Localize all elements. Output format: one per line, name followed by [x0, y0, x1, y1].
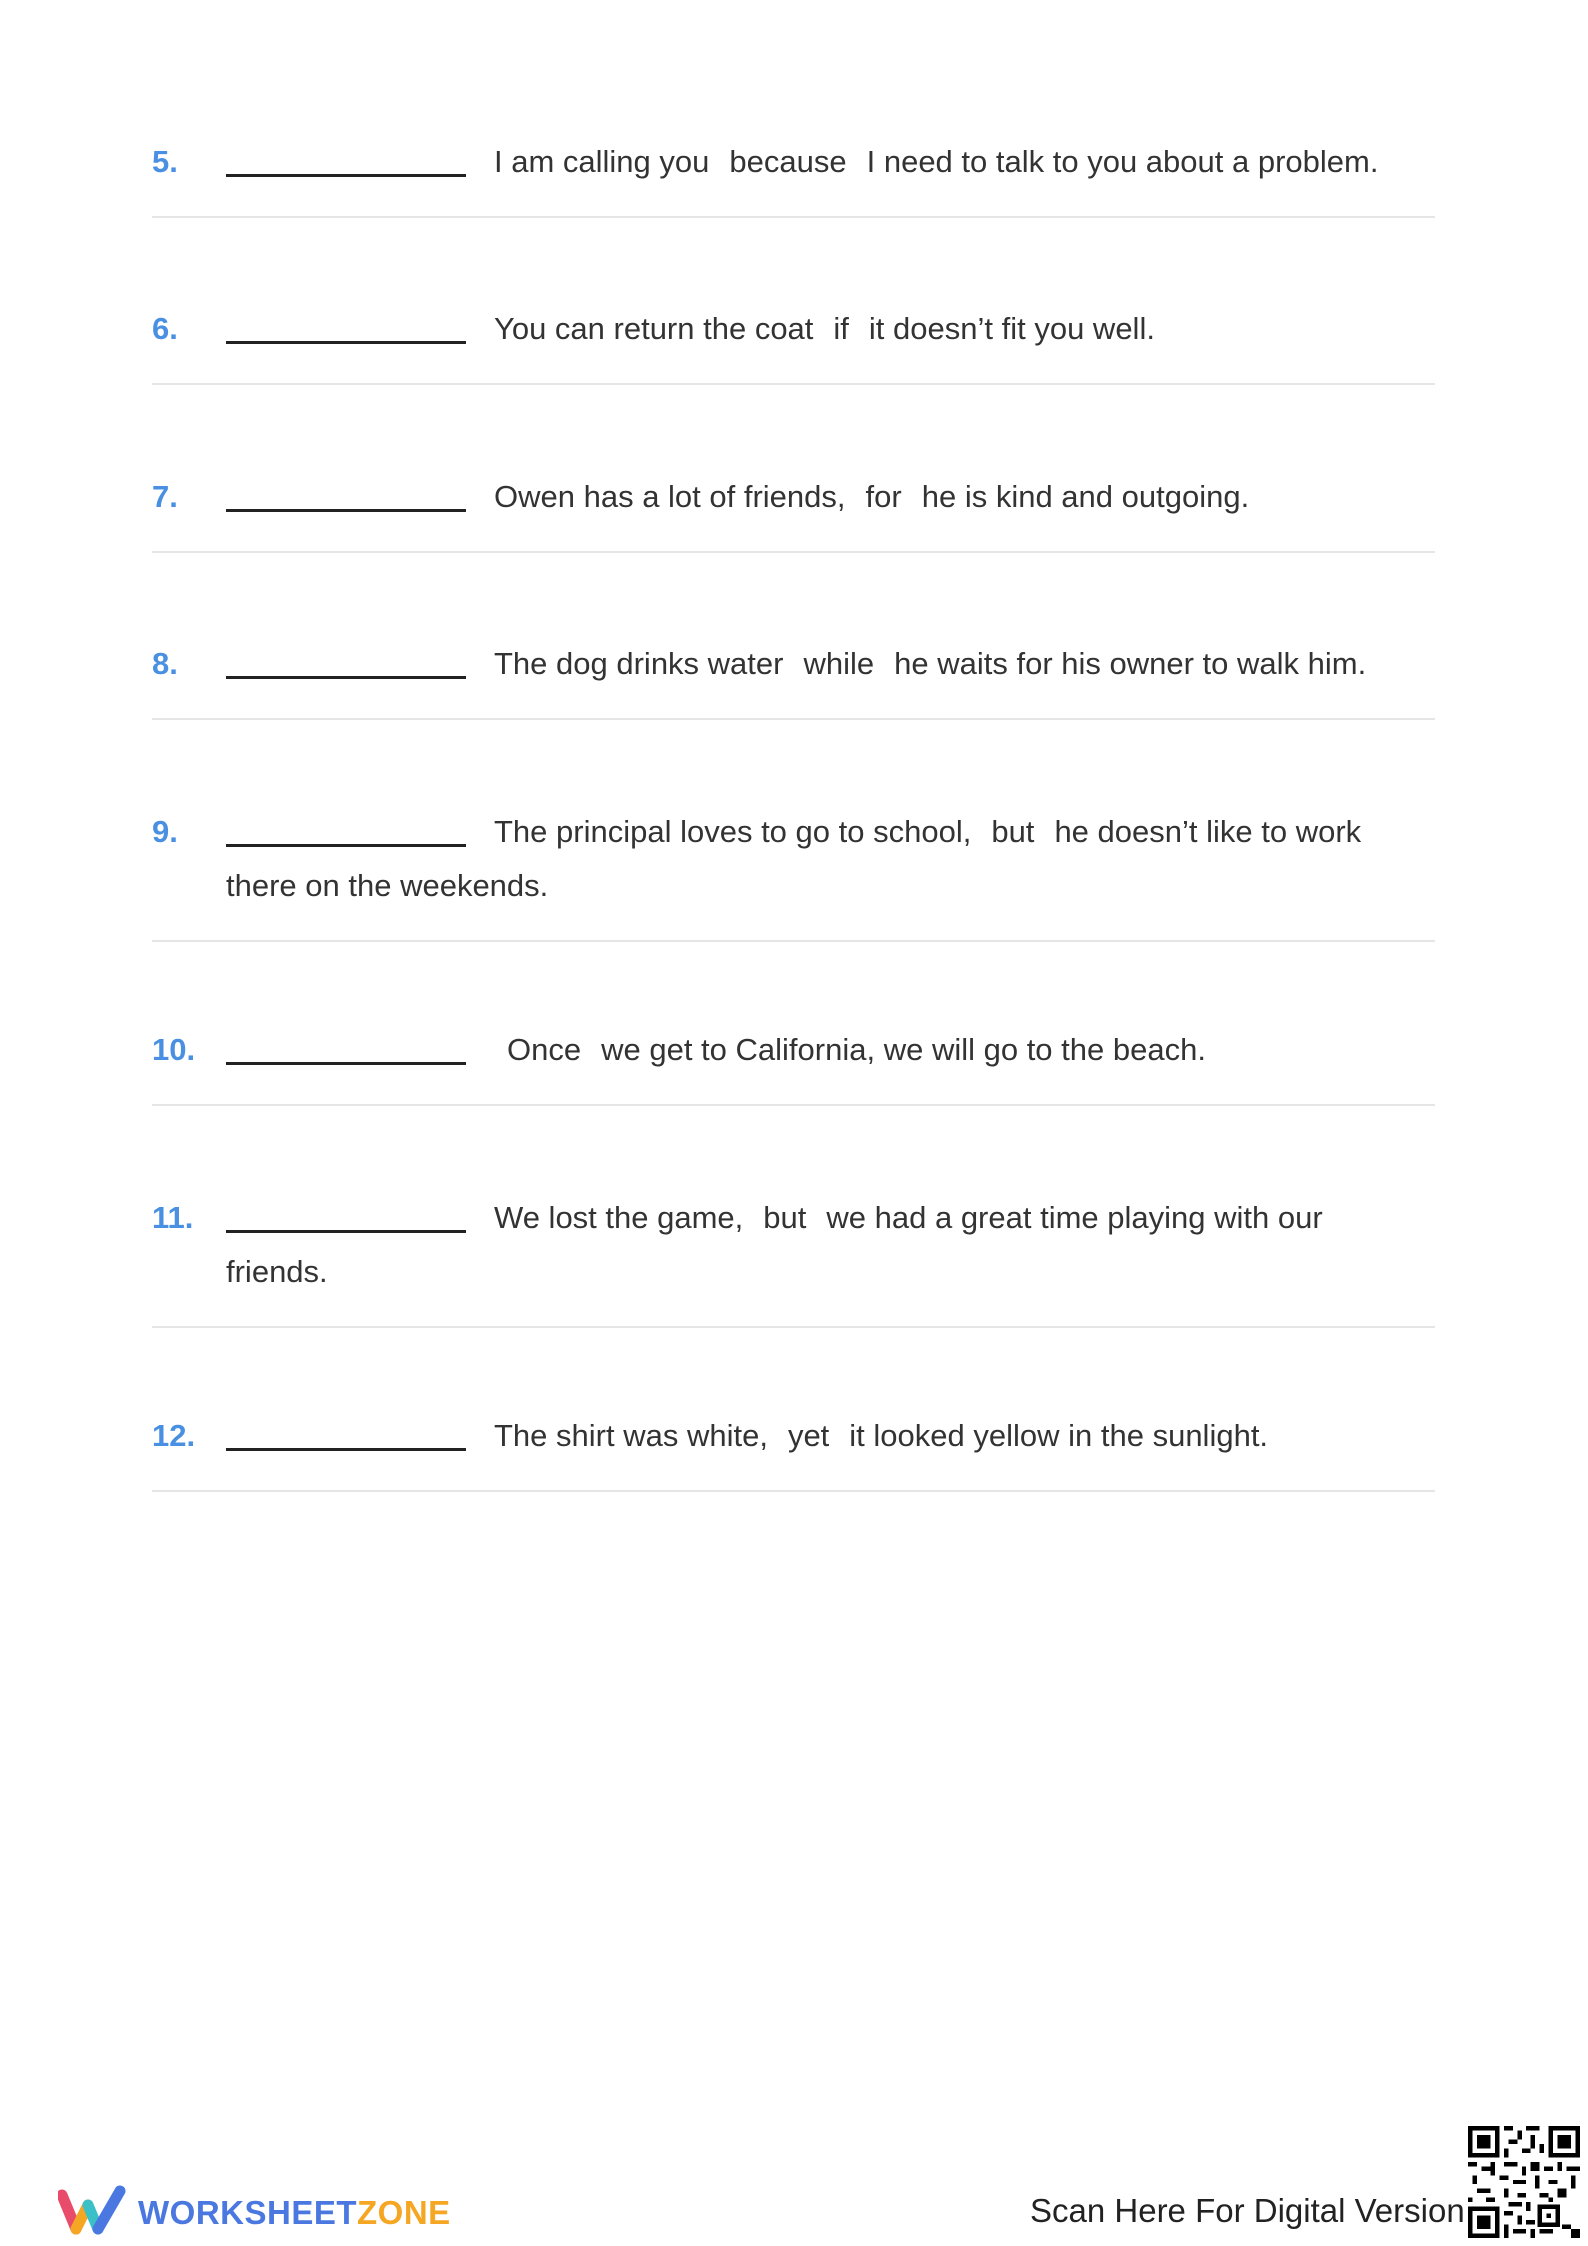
sentence-before: The shirt was white, — [494, 1418, 768, 1453]
item-number: 9. — [152, 814, 178, 849]
conjunction: while — [803, 646, 875, 681]
sentence-after: he is kind and outgoing. — [921, 479, 1250, 514]
exercise-item-7 — [152, 477, 1435, 553]
logo-mark-icon — [58, 2185, 128, 2235]
exercise-item-6 — [152, 309, 1435, 385]
sentence — [494, 812, 1425, 852]
qr-code-icon[interactable] — [1468, 2126, 1580, 2238]
exercise-item-10 — [152, 1030, 1435, 1106]
exercise-item-9 — [152, 812, 1435, 942]
answer-blank[interactable] — [226, 1062, 466, 1065]
conjunction: yet — [787, 1418, 830, 1453]
item-number: 5. — [152, 144, 178, 179]
sentence-after: he doesn’t like to work — [1054, 814, 1362, 849]
logo-text — [138, 2193, 451, 2233]
sentence-after: he waits for his owner to walk him. — [894, 646, 1367, 681]
item-number: 7. — [152, 479, 178, 514]
sentence-continuation: friends. — [226, 1254, 328, 1289]
answer-blank[interactable] — [226, 1230, 466, 1233]
sentence-continuation: there on the weekends. — [226, 868, 549, 903]
sentence — [494, 1198, 1425, 1238]
logo-text-part2: ZONE — [357, 2194, 451, 2231]
sentence — [494, 477, 1425, 517]
sentence-before: The dog drinks water — [494, 646, 784, 681]
answer-blank[interactable] — [226, 1448, 466, 1451]
sentence — [494, 309, 1425, 349]
sentence-before: Owen has a lot of friends, — [494, 479, 846, 514]
worksheetzone-logo[interactable] — [58, 2185, 451, 2235]
exercise-item-11 — [152, 1198, 1435, 1328]
conjunction: but — [991, 814, 1035, 849]
item-number: 8. — [152, 646, 178, 681]
exercise-item-8 — [152, 644, 1435, 720]
conjunction: but — [763, 1200, 807, 1235]
sentence — [507, 1030, 1425, 1070]
conjunction: for — [865, 479, 902, 514]
answer-blank[interactable] — [226, 509, 466, 512]
sentence-before: You can return the coat — [494, 311, 814, 346]
sentence-after: we had a great time playing with our — [826, 1200, 1323, 1235]
answer-blank[interactable] — [226, 676, 466, 679]
item-number: 11. — [152, 1200, 194, 1235]
sentence-after: it looked yellow in the sunlight. — [849, 1418, 1269, 1453]
logo-text-part1: WORKSHEET — [138, 2194, 357, 2231]
sentence-before: I am calling you — [494, 144, 710, 179]
sentence-before: We lost the game, — [494, 1200, 744, 1235]
item-number: 6. — [152, 311, 178, 346]
sentence-after: it doesn’t fit you well. — [868, 311, 1155, 346]
conjunction: if — [833, 311, 849, 346]
conjunction: Once — [507, 1032, 582, 1067]
item-number: 10. — [152, 1032, 196, 1067]
exercise-item-5 — [152, 142, 1435, 218]
answer-blank[interactable] — [226, 844, 466, 847]
sentence — [494, 142, 1425, 182]
sentence-after: we get to California, we will go to the beach. — [601, 1032, 1206, 1067]
sentence — [494, 1416, 1425, 1456]
sentence-after: I need to talk to you about a problem. — [866, 144, 1379, 179]
answer-blank[interactable] — [226, 174, 466, 177]
exercise-item-12 — [152, 1416, 1435, 1492]
sentence-before: The principal loves to go to school, — [494, 814, 972, 849]
answer-blank[interactable] — [226, 341, 466, 344]
conjunction: because — [729, 144, 847, 179]
item-number: 12. — [152, 1418, 196, 1453]
sentence — [494, 644, 1425, 684]
scan-caption: Scan Here For Digital Version — [1030, 2192, 1465, 2229]
